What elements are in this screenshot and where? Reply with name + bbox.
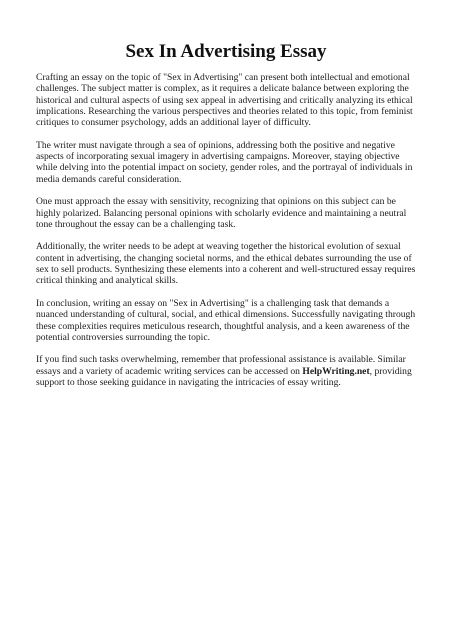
paragraph-6-text-after: , providing support to those seeking guidance in navigating the intricacies of essay writing.: [36, 365, 412, 389]
paragraph-5: In conclusion, writing an essay on "Sex in Advertising" is a challenging task that demands a nuanced understanding of cultural, social, and ethical dimensions. Successfully navigating through these complexities requires meticulous research, thoughtful analysis, and a keen awareness of the potential controversies surrounding the topic.: [36, 297, 416, 343]
paragraph-1: Crafting an essay on the topic of "Sex in Advertising" can present both intellectual and emotional challenges. The subject matter is complex, as it requires a delicate balance between exploring the historical and cultural aspects of using sex appeal in advertising and critically analyzing its ethical implications. Researching the various perspectives and theories related to this topic, from feminist critiques to consumer psychology, adds an additional layer of difficulty.: [36, 72, 413, 129]
paragraph-6: [36, 354, 420, 388]
paragraph-2: The writer must navigate through a sea of opinions, addressing both the positive and negative aspects of incorporating sexual imagery in advertising campaigns. Moreover, staying objective while delving into the potential impact on society, gender roles, and the portrayal of individuals in media demands careful consideration.: [36, 139, 413, 185]
paragraph-3: One must approach the essay with sensitivity, recognizing that opinions on this subject can be highly polarized. Balancing personal opinions with scholarly evidence and maintaining a neutral tone throughout the essay can be a challenging task.: [36, 196, 407, 230]
document-body: [36, 72, 420, 400]
paragraph-4: Additionally, the writer needs to be adept at weaving together the historical evolution of sexual content in advertising, the changing societal norms, and the ethical debates surrounding the use of sex to sell products. Synthesizing these elements into a coherent and well-structured essay requires critical thinking and analytical skills.: [36, 241, 416, 287]
page-title: Sex In Advertising Essay: [125, 41, 327, 62]
paragraph-6-text-before: If you find such tasks overwhelming, remember that professional assistance is available. Similar essays and a variety of academic writing services can be accessed on: [36, 354, 406, 377]
helpwriting-link[interactable]: HelpWriting.net: [302, 365, 370, 377]
